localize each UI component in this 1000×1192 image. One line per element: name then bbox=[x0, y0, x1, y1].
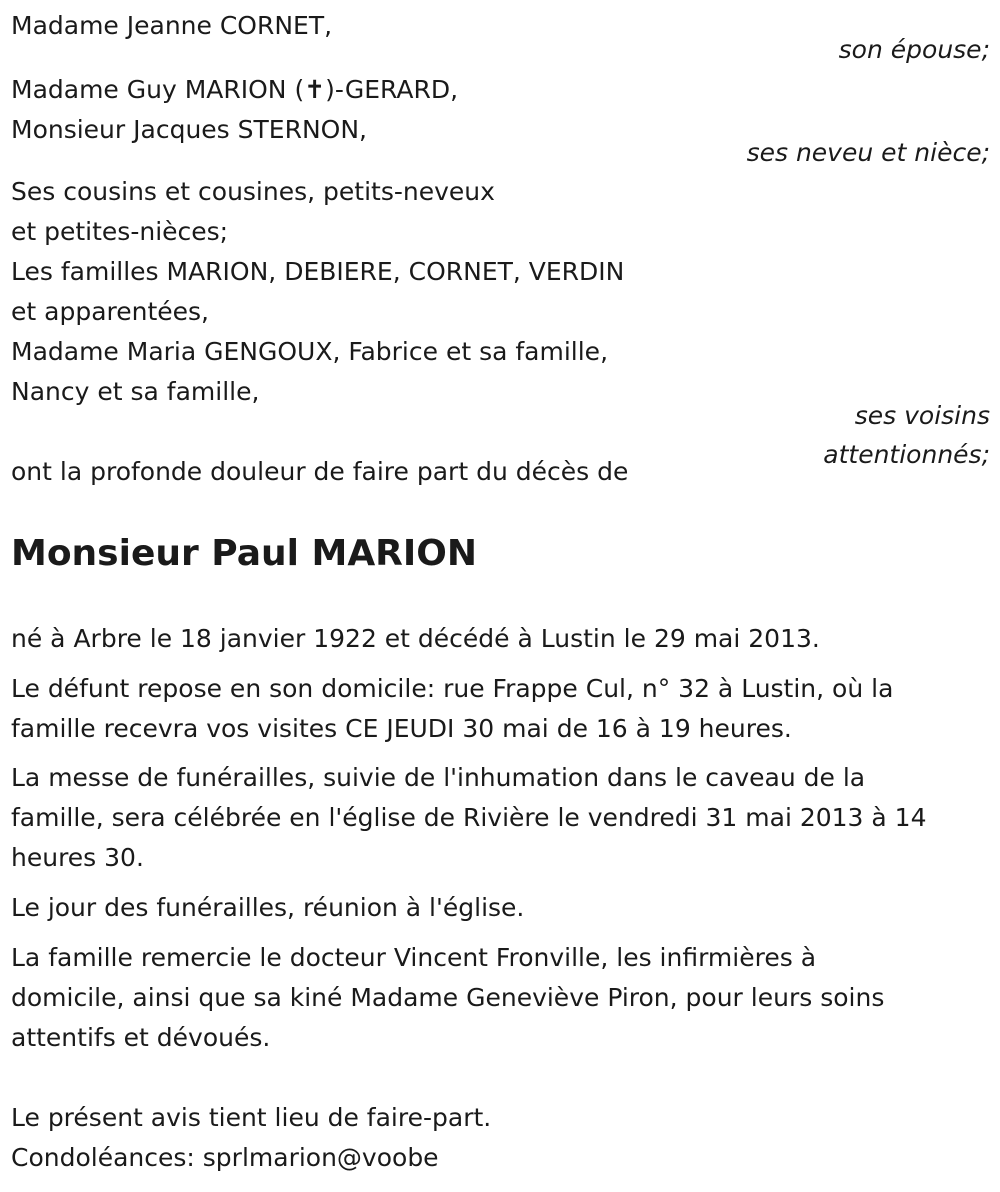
funeral-line-3: heures 30. bbox=[11, 843, 144, 872]
family-line-5: et petites-nièces; bbox=[11, 217, 229, 246]
role-neighbours-2: attentionnés; bbox=[823, 440, 990, 469]
meeting-line: Le jour des funérailles, réunion à l'église. bbox=[11, 893, 525, 922]
funeral-line-2: famille, sera célébrée en l'église de Rivière le vendredi 31 mai 2013 à 14 bbox=[11, 803, 927, 832]
family-line-2: Madame Guy MARION (✝)-GERARD, bbox=[11, 75, 459, 104]
birth-death-line: né à Arbre le 18 janvier 1922 et décédé à Lustin le 29 mai 2013. bbox=[11, 624, 820, 653]
deceased-name: Monsieur Paul MARION bbox=[11, 533, 478, 574]
role-neighbours: ses voisins bbox=[854, 401, 990, 430]
condolences-line: Condoléances: sprlmarion@voobe bbox=[11, 1143, 439, 1172]
family-line-8: Madame Maria GENGOUX, Fabrice et sa famille, bbox=[11, 337, 609, 366]
role-spouse: son épouse; bbox=[838, 35, 990, 64]
family-line-7: et apparentées, bbox=[11, 297, 209, 326]
notice-footer-1: Le présent avis tient lieu de faire-part. bbox=[11, 1103, 492, 1132]
family-line-1: Madame Jeanne CORNET, bbox=[11, 11, 333, 40]
thanks-line-2: domicile, ainsi que sa kiné Madame Geneviève Piron, pour leurs soins bbox=[11, 983, 885, 1012]
thanks-line-1: La famille remercie le docteur Vincent Fronville, les infirmières à bbox=[11, 943, 817, 972]
family-line-4: Ses cousins et cousines, petits-neveux bbox=[11, 177, 495, 206]
visit-line-2: famille recevra vos visites CE JEUDI 30 mai de 16 à 19 heures. bbox=[11, 714, 792, 743]
visit-line-1: Le défunt repose en son domicile: rue Frappe Cul, n° 32 à Lustin, où la bbox=[11, 674, 894, 703]
family-line-9: Nancy et sa famille, bbox=[11, 377, 260, 406]
family-line-6: Les familles MARION, DEBIERE, CORNET, VERDIN bbox=[11, 257, 625, 286]
funeral-line-1: La messe de funérailles, suivie de l'inhumation dans le caveau de la bbox=[11, 763, 866, 792]
announcement: ont la profonde douleur de faire part du décès de bbox=[11, 457, 629, 486]
family-line-3: Monsieur Jacques STERNON, bbox=[11, 115, 367, 144]
role-nephew-niece: ses neveu et nièce; bbox=[746, 138, 990, 167]
thanks-line-3: attentifs et dévoués. bbox=[11, 1023, 271, 1052]
